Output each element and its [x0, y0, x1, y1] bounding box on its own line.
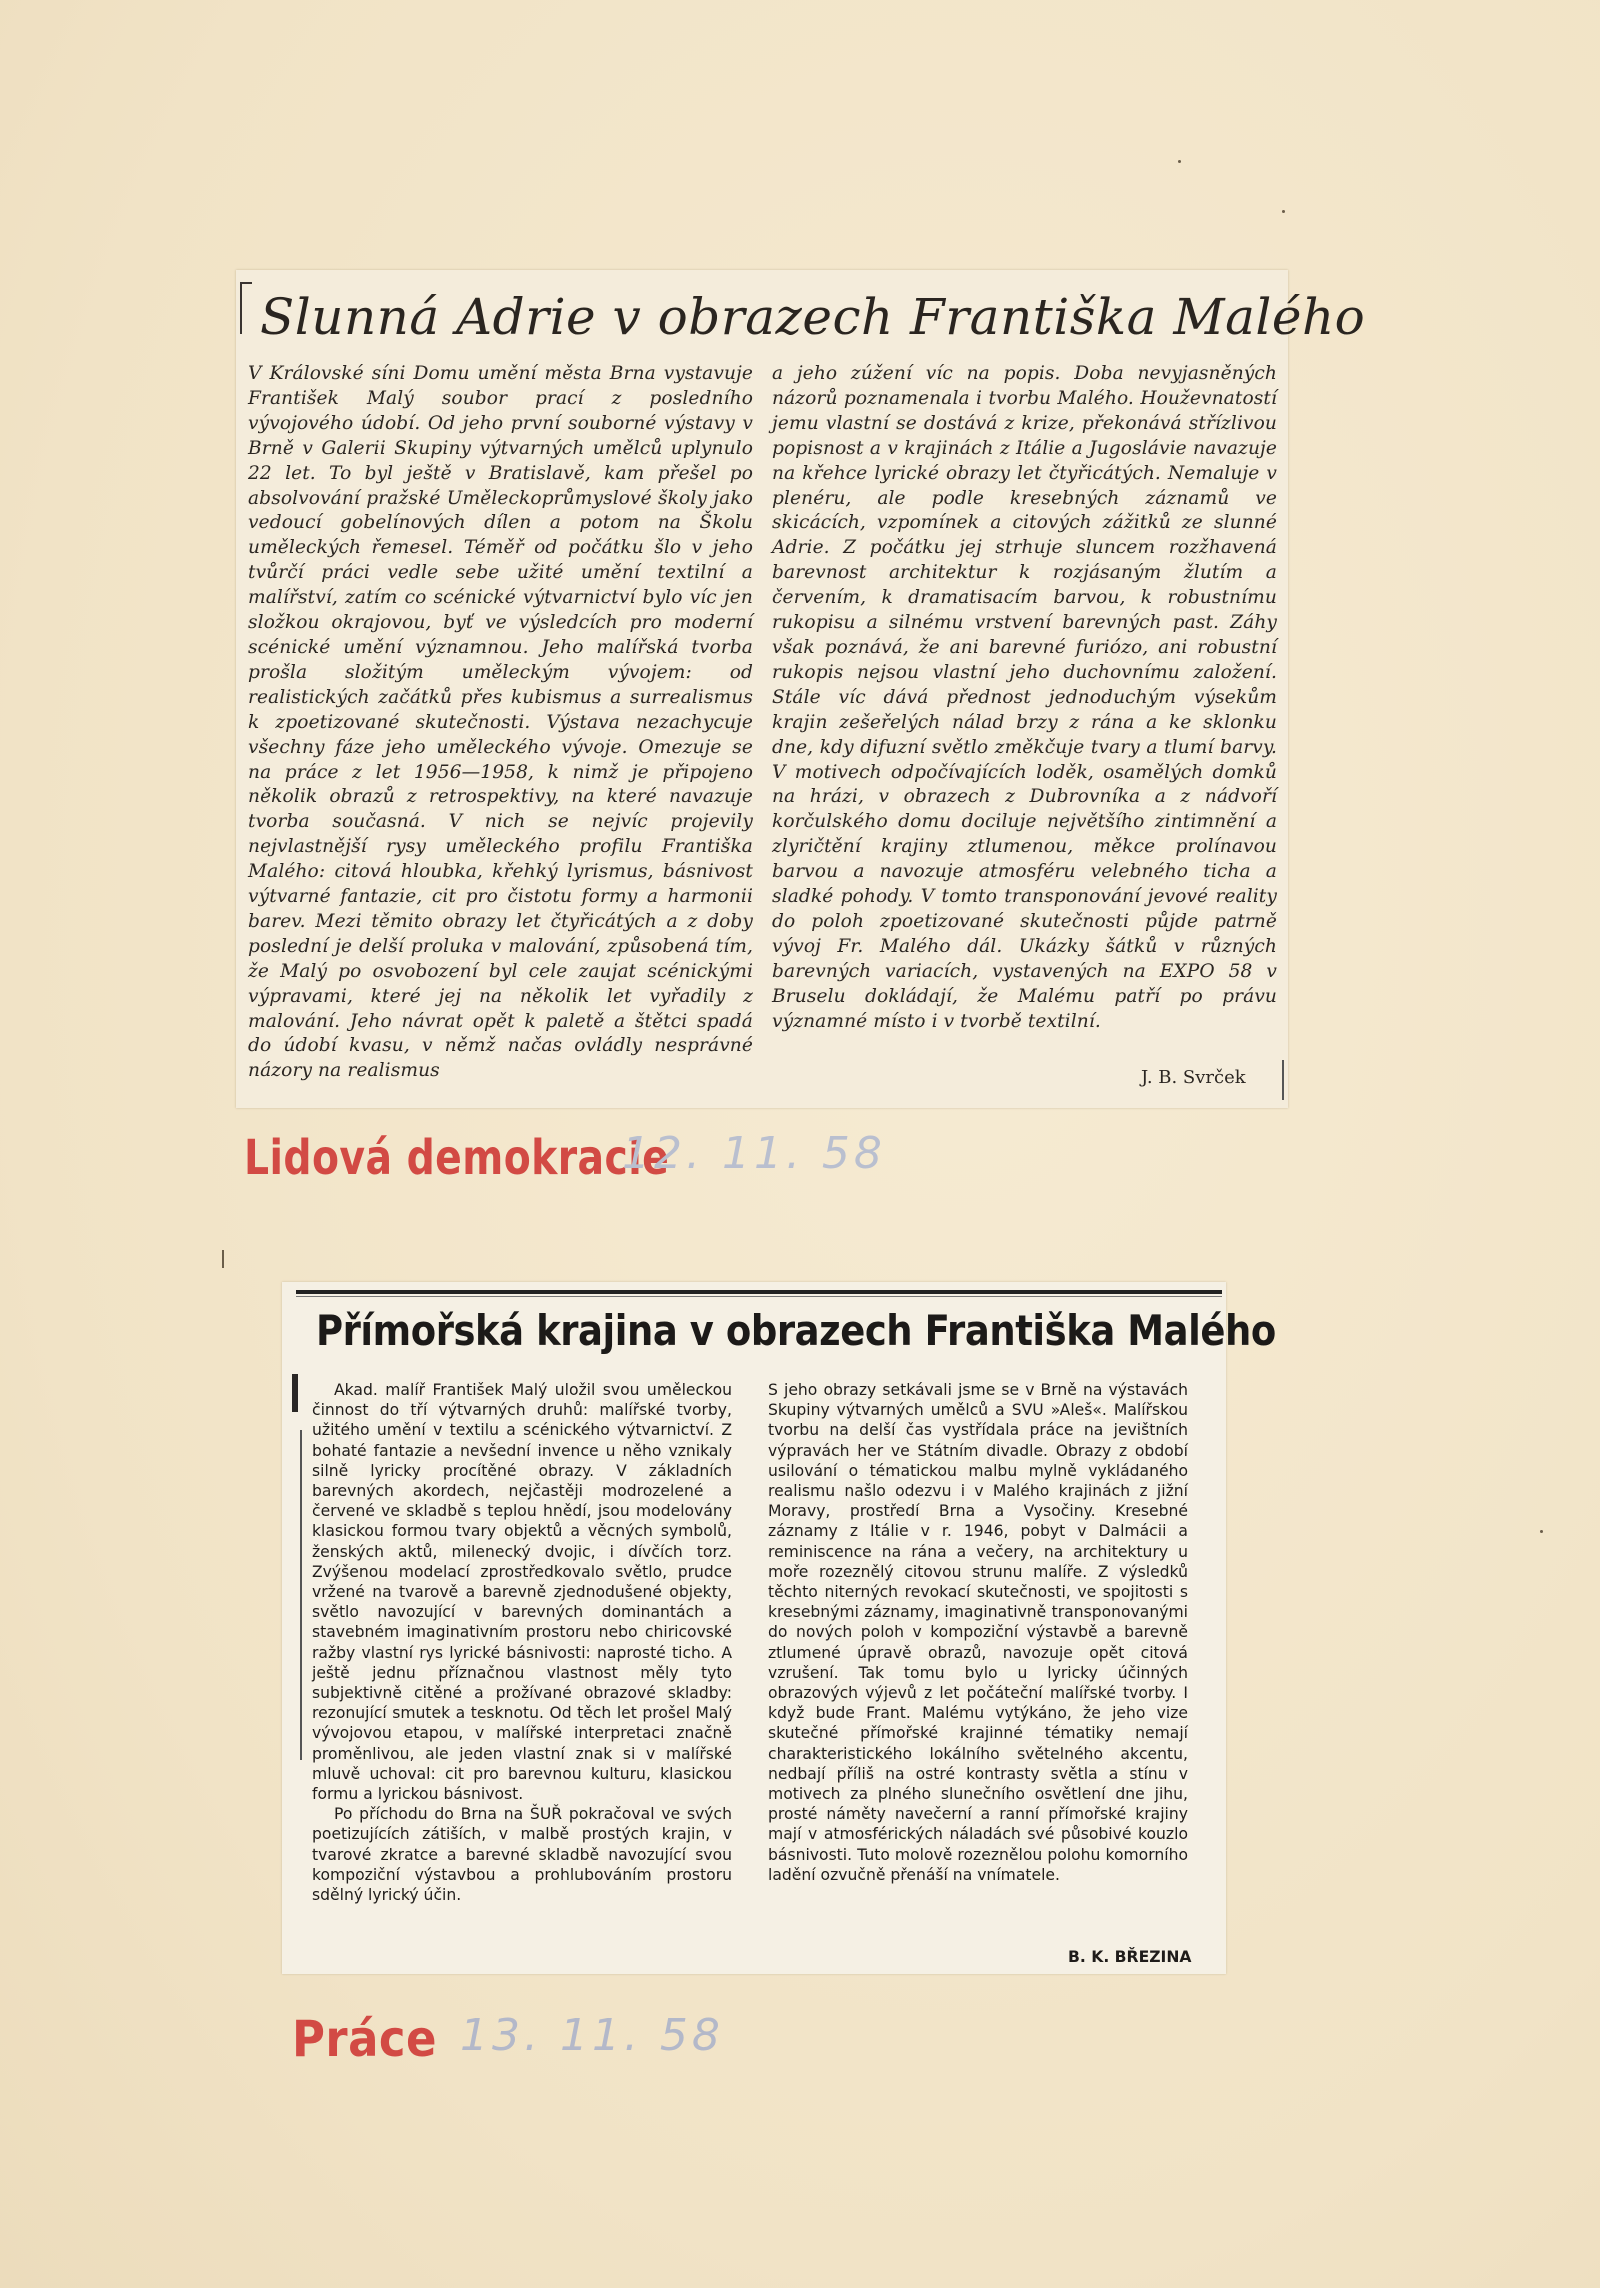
clipping-lidova-demokracie: [236, 270, 1366, 1108]
headline-top-thin-rule: [296, 1296, 1222, 1297]
clipping2-paragraph-1: Akad. malíř František Malý uložil svou uměleckou činnost do tří výtvarných druhů: malířské tvorby, užitého umění v textilu a scénického výtvarnictví. Z bohaté fantazie a nevšední invence u něho vznikaly silně lyricky procítěné obrazy. V základních barevných akordech, nejčastěji modrozelené a červené ve skladbě s teplou hnědí, jsou modelovány klasickou formou tvary objektů a věcných symbolů, ženských aktů, milenecký dvojic, i dívčích torz. Zvýšenou modelací zprostředkovalo světlo, prudce vržené na tvarově a barevně zjednodušené objekty, světlo navozující v barevných dominantách a stavebném imaginativním prostoru nebo chiricovské ražby vlastní rys lyrické básnivosti: naprosté ticho. A ještě jednu příznačnou vlastnost měly tyto subjektivně citěné a prožívané obrazové skladby: rezonující smutek a tesknotu. Od těch let prošel Malý vývojovou etapou, v malířské interpretaci značně proměnlivou, ale jeden vlastní znak si v malířské mluvě uchoval: cit pro barevnou kulturu, klasickou formu a lyrickou básnivost.: [312, 1381, 732, 1804]
paper-speck: [1178, 160, 1181, 163]
clipping2-paragraph-3: S jeho obrazy setkávali jsme se v Brně na výstavách Skupiny výtvarných umělců a SVU »Aleš«. Malířskou tvorbu na delší čas vystřídala práce na jevištních výpravách her ve Státním divadle. Obrazy z období usilování o tématickou malbu mylně vykládaného realismu našlo odezvu i v Malého krajinách z jižní Moravy, prostředí Brna a Vysočiny. Kresebné záznamy z Itálie v r. 1946, pobyt v Dalmácii a reminiscence na rána a večery, na architektury u moře rozeznělý citovou strunu malíře. Z výsledků těchto niterných revokací skutečnosti, ve spojitosti s kresebnými záznamy, imaginativně transponovanými do nových poloh v kompoziční výstavbě a barevně ztlumené úpravě obrazů, navozuje opět citová vzrušení. Tak tomu bylo u lyricky účinných obrazových výjevů z let počáteční malířské tvorby. I když bude Frant. Malému vytýkáno, že jeho vize skutečné přímořské krajinné tématiky nemají charakteristického lokálního světelného akcentu, nedbají příliš na ostré kontrasty světla a stínu v motivech za plného slunečního osvětlení dne jihu, prosté náměty navečerní a ranní přímořské krajiny mají v atmosférických náladách své působivé kouzlo básnivosti. Tuto molově rozeznělou polohu komorního ladění ozvučně přenáší na vnímatele.: [768, 1381, 1188, 1884]
clipping-prace: [282, 1282, 1276, 1974]
clipping2-column-right: [768, 1380, 1188, 1885]
clipping2-signature: B. K. BŘEZINA: [1068, 1948, 1192, 1966]
headline-bracket: [240, 282, 252, 334]
paper-mark: [222, 1250, 224, 1268]
paper-speck: [1282, 210, 1285, 213]
handwritten-date-1: 12. 11. 58: [622, 1128, 886, 1179]
clipping2-headline: Přímořská krajina v obrazech Františka Malého: [316, 1306, 1276, 1355]
paper-speck: [1540, 1530, 1543, 1533]
clipping1-headline: Slunná Adrie v obrazech Františka Malého: [260, 288, 1366, 346]
headline-top-rule: [296, 1290, 1222, 1294]
source-stamp-lidova-demokracie: Lidová demokracie: [244, 1130, 670, 1186]
margin-rule: [300, 1430, 302, 1760]
clipping2-column-left: [312, 1380, 732, 1905]
column-end-rule: [1282, 1060, 1284, 1100]
clipping1-column-left: V Královské síni Domu umění města Brna vystavuje František Malý soubor prací z posledního vývojového údobí. Od jeho první souborné výstavy v Brně v Galerii Skupiny výtvarných umělců uplynulo 22 let. To byl ještě v Bratislavě, kam přešel po absolvování pražské Uměleckoprůmyslové školy jako vedoucí gobelínových dílen a potom na Školu uměleckých řemesel. Téměř od počátku šlo v jeho tvůrčí práci vedle sebe užité umění textilní a malířství, zatím co scénické výtvarnictví bylo víc jen složkou okrajovou, byť ve výsledcích pro moderní scénické umění významnou. Jeho malířská tvorba prošla složitým uměleckým vývojem: od realistických začátků přes kubismus a surrealismus k zpoetizované skutečnosti. Výstava nezachycuje všechny fáze jeho uměleckého vývoje. Omezuje se na práce z let 1956—1958, k nimž je připojeno několik obrazů z retrospektivy, na které navazuje tvorba současná. V nich se nejvíc projevily nejvlastnější rysy uměleckého profilu Františka Malého: citová hloubka, křehký lyrismus, básnivost výtvarné fantazie, cit pro čistotu formy a harmonii barev. Mezi těmito obrazy let čtyřicátých a z doby poslední je delší proluka v malování, způsobená tím, že Malý po osvobození byl cele zaujat scénickými výpravami, které jej na několik let vyřadily z malování. Jeho návrat opět k paletě a štětci spadá do údobí kvasu, v němž načas ovládly nesprávné názory na realismus: [248, 363, 753, 1082]
margin-mark: [292, 1374, 298, 1412]
source-stamp-prace: Práce: [292, 2010, 437, 2068]
clipping1-signature: J. B. Svrček: [1141, 1067, 1246, 1088]
clipping1-column-right: a jeho zúžení víc na popis. Doba nevyjasněných názorů poznamenala i tvorbu Malého. Houževnatostí jemu vlastní se dostává z krize, překonává střízlivou popisnost a v krajinách z Itálie a Jugoslávie navazuje na křehce lyrické obrazy let čtyřicátých. Nemaluje v plenéru, ale podle kresebných záznamů ve skicácích, vzpomínek a citových zážitků ze slunné Adrie. Z počátku jej strhuje sluncem rozžhavená barevnost architektur k rozjásaným žlutím a červením, k dramatisacím barvou, k robustnímu rukopisu a silnému vrstvení barevných past. Záhy však poznává, že ani barevné furiózo, ani robustní rukopis nejsou vlastní jeho duchovnímu založení. Stále víc dává přednost jednoduchým výsekům krajin zešeřelých nálad brzy z rána a ke sklonku dne, kdy difuzní světlo změkčuje tvary a tlumí barvy. V motivech odpočívajících loděk, osamělých domků na hrázi, v obrazech z Dubrovníka a z nádvoří korčulského domu dociluje největšího zintimnění a zlyričtění krajiny ztlumenou, měkce prolínavou barvou a navozuje atmosféru velebného ticha a sladké pohody. V tomto transponování jevové reality do poloh zpoetizované skutečnosti půjde patrně vývoj Fr. Malého dál. Ukázky šátků v různých barevných variacích, vystavených na EXPO 58 v Bruselu dokládají, že Malému patří po právu významné místo i v tvorbě textilní.: [772, 363, 1277, 1032]
handwritten-date-2: 13. 11. 58: [460, 2010, 724, 2061]
clipping2-paragraph-2: Po příchodu do Brna na ŠUŘ pokračoval ve svých poetizujících zátiších, v malbě prostých krajin, v tvarové zkratce a barevné skladbě navozující svou kompoziční výstavbou a prohlubováním prostoru sdělný lyrický účin.: [312, 1805, 732, 1905]
